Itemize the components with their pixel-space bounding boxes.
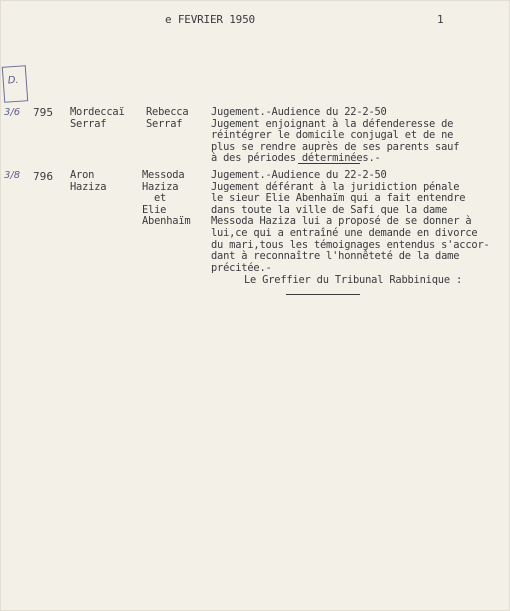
- entry-party1: Aron Haziza: [70, 169, 107, 193]
- entry-ref: 3/8: [4, 170, 21, 181]
- margin-stamp: [2, 65, 28, 103]
- entry-party1: Mordeccaï Serraf: [70, 106, 125, 130]
- entry-ref: 3/6: [4, 107, 21, 118]
- header-date: e FEVRIER 1950: [165, 13, 255, 26]
- entry-number: 795: [33, 107, 54, 119]
- entry-party2: Rebecca Serraf: [146, 106, 189, 130]
- entry-text: Jugement.-Audience du 22-2-50 Jugement enjoignant à la défenderesse de réintégrer le domicile conjugal et de ne plus se rendre auprès de ses parents sauf à des périodes déterminées.-: [211, 106, 460, 165]
- page-number: 1: [437, 13, 444, 26]
- entry-number: 796: [33, 171, 54, 183]
- signature-line: Le Greffier du Tribunal Rabbinique :: [244, 274, 463, 286]
- margin-note: D.: [7, 74, 20, 87]
- signature-separator: [286, 294, 360, 295]
- entry-text: Jugement.-Audience du 22-2-50 Jugement déférant à la juridiction pénale le sieur Elie Abenhaïm qui a fait entendre dans toute la ville de Safi que la dame Messoda Haziza lui a proposé de se donner à lui,ce qui a entraîné une demande en divorce du mari,tous les témoignages entendus s'accor- dant à reconnaître l'honnêteté de la dame précitée.-: [211, 169, 490, 274]
- entry-party2: Messoda Haziza et Elie Abenhaïm: [142, 169, 191, 228]
- entry-separator: [298, 163, 360, 164]
